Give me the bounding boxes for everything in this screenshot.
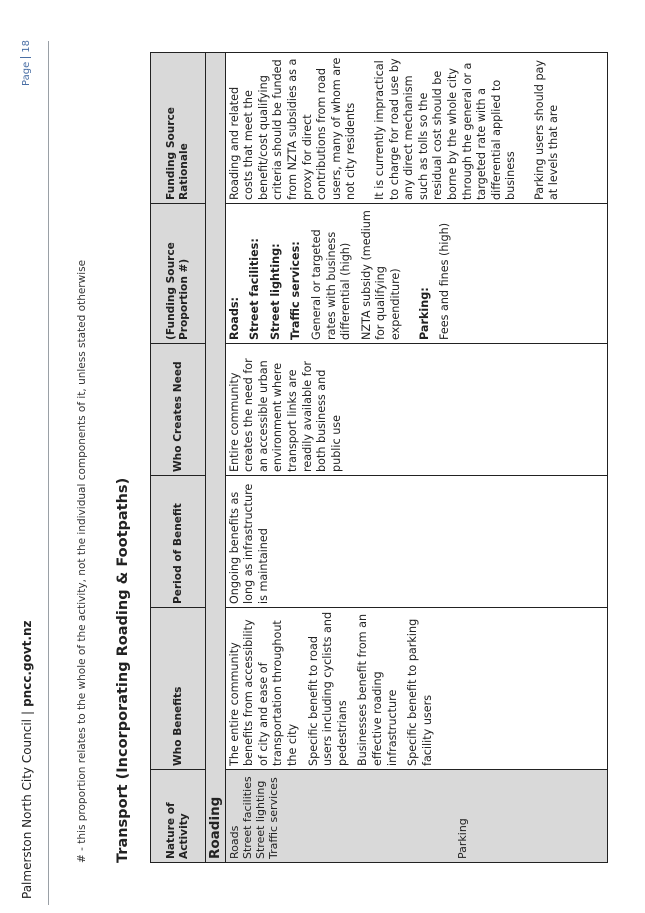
- funding-table: [150, 52, 608, 863]
- page-label: Page: [21, 61, 32, 86]
- header-who-benefits: Who Benefits: [151, 608, 206, 770]
- section-title: Transport (Incorporating Roading & Footpaths): [115, 477, 131, 863]
- group-label: Roading: [206, 53, 226, 863]
- proportion-traffic-services: Traffic services:: [289, 241, 303, 340]
- page-indicator: [20, 40, 32, 86]
- group-row: [206, 53, 226, 863]
- activity-street-lighting: Street lighting: [253, 780, 267, 859]
- activity-roads: Roads: [227, 825, 241, 859]
- activity-cell: [225, 770, 607, 863]
- who-creates-cell: [225, 344, 607, 476]
- benefit-road-users: Specific benefit to road users including cyclists and pedestrians: [306, 611, 349, 766]
- proportion-street-facilities: Street facilities:: [248, 238, 262, 340]
- proportion-general-rates: General or targeted rates with business differential (high): [309, 229, 353, 340]
- rationale-nzta: Roading and related costs that meet the benefit/cost qualifying criteria should be funded from NZTA subsidies as a proxy for direct contributions from road users, many of whom are not city residents: [227, 57, 358, 200]
- table-header-row: [151, 53, 206, 863]
- proportion-street-lighting: Street lighting:: [268, 243, 282, 340]
- who-creates-text: Entire community creates the need for an accessible urban environment where transport links are readily available for both business and public use: [227, 358, 343, 472]
- header-rationale: Funding Source Rationale: [151, 53, 206, 204]
- proportion-parking: Parking:: [417, 287, 431, 340]
- proportion-fees: Fees and fines (high): [438, 222, 452, 340]
- period-text: Ongoing benefits as long as infrastructure is maintained: [227, 483, 270, 604]
- page-divider: [20, 57, 31, 58]
- header-proportion: (Funding Source Proportion #): [151, 204, 206, 344]
- benefit-businesses: Businesses benefit from an effective roading infrastructure: [356, 613, 399, 766]
- proportion-roads: Roads:: [227, 297, 241, 340]
- activity-street-facilities: Street facilities: [240, 776, 254, 859]
- footer-divider: [48, 41, 49, 905]
- who-benefits-cell: [225, 608, 607, 770]
- table-row: [225, 53, 607, 863]
- page-number: 18: [21, 40, 32, 53]
- rationale-cell: [225, 53, 607, 204]
- activity-parking: Parking: [455, 818, 469, 859]
- footer-org-name: Palmerston North City Council: [20, 718, 34, 899]
- benefit-parking-users: Specific benefit to parking facility users: [406, 618, 434, 766]
- proportion-cell: [225, 204, 607, 344]
- proportion-note: # - this proportion relates to the whole of the activity, not the individual components of it, unless stated otherwise: [76, 259, 88, 863]
- benefit-community: The entire community benefits from accessibility of city and ease of transportation throughout the city: [227, 619, 299, 766]
- header-who-creates: Who Creates Need: [151, 344, 206, 476]
- header-period: Period of Benefit: [151, 476, 206, 608]
- header-nature: Nature of Activity: [151, 770, 206, 863]
- activity-traffic-services: Traffic services: [266, 777, 280, 859]
- rationale-parking: Parking users should pay at levels that are: [532, 59, 561, 200]
- rationale-residual: It is currently impractical to charge for road use by any direct mechanism such as tolls so the residual cost should be borne by the whole city through the general or a targeted rate with a differential applied to business: [372, 58, 518, 200]
- footer-org: [20, 621, 34, 899]
- footer-separator: |: [20, 710, 34, 715]
- footer-site-link[interactable]: pncc.govt.nz: [20, 620, 34, 707]
- period-cell: [225, 476, 607, 608]
- proportion-nzta: NZTA subsidy (medium for qualifying expenditure): [359, 210, 402, 340]
